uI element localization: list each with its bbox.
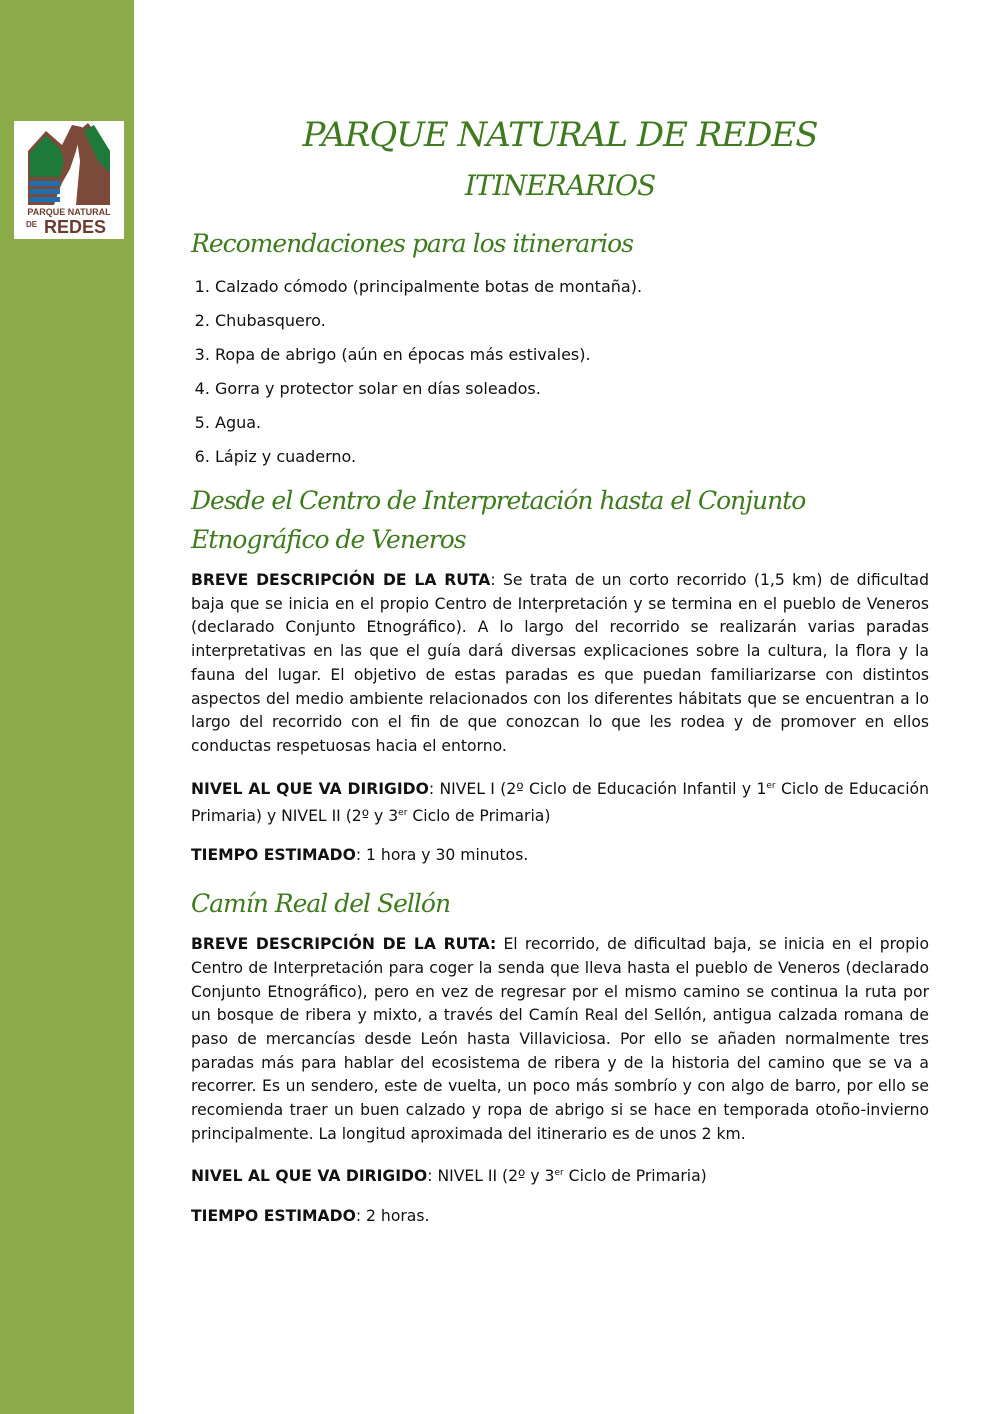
route1-description (191, 569, 929, 759)
route1-level (191, 775, 929, 829)
text: Ciclo de Educación Primaria) y NIVEL II (2º y 3 (191, 779, 929, 825)
label: NIVEL AL QUE VA DIRIGIDO (191, 1167, 428, 1186)
text: El recorrido, de dificultad baja, se inicia en el propio Centro de Interpretación para coger la senda que lleva hasta el pueblo de Veneros (declarado Conjunto Etnográfico), pero en vez de regresar por el mismo camino se continua la ruta por un bosque de ribera y mixto, a través del Camín Real del Sellón, antigua calzada romana de paso de mercancías desde León hasta Villaviciosa. Por ello se añaden normalmente tres paradas más para hablar del ecosistema de ribera y de la historia del camino que se va a recorrer. Es un sendero, este de vuelta, un poco más sombrío y con algo de barro, por ello se recomienda traer un buen calzado y ropa de abrigo si se hace en temporada otoño-invierno principalmente. La longitud aproximada del itinerario es de unos 2 km. (191, 935, 929, 1143)
sup: er (554, 1168, 564, 1179)
svg-text:DE: DE (26, 220, 38, 229)
list-item: 1. Calzado cómodo (principalmente botas de montaña). (215, 277, 929, 311)
text: : NIVEL II (2º y 3 (427, 1167, 555, 1186)
route2-description (191, 933, 929, 1146)
text: : Se trata de un corto recorrido (1,5 km) de dificultad baja que se inicia en el propio Centro de Interpretación y se termina en el pueblo de Veneros (declarado Conjunto Etnográfico). A lo largo del recorrido se realizarán varias paradas interpretativas en las que el guía dará diversas explicaciones sobre la cultura, la flora y la fauna del lugar. El objetivo de estas paradas es que puedan familiarizarse con distintos aspectos del medio ambiente relacionados con los diferentes hábitats que se encuentran a lo largo del recorrido con el fin de que conozcan lo que les rodea y de promover en ellos conductas respetuosas hacia el entorno. (191, 571, 929, 755)
svg-text:REDES: REDES (44, 217, 107, 237)
route1-heading: Desde el Centro de Interpretación hasta el Conjunto Etnográfico de Veneros (191, 486, 806, 554)
sup: er (766, 780, 776, 791)
recommendations-heading: Recomendaciones para los itinerarios (191, 229, 634, 258)
park-logo (14, 121, 124, 239)
label: TIEMPO ESTIMADO (191, 846, 356, 865)
list-item: 4. Gorra y protector solar en días soleados. (215, 379, 929, 413)
list-item: 6. Lápiz y cuaderno. (215, 447, 929, 481)
label: BREVE DESCRIPCIÓN DE LA RUTA (191, 571, 491, 589)
document-body (191, 115, 929, 1245)
list-item: 5. Agua. (215, 413, 929, 447)
text: : 2 horas. (355, 1207, 430, 1226)
route2-time (191, 1205, 929, 1229)
label: BREVE DESCRIPCIÓN DE LA RUTA: (191, 935, 497, 954)
route1-time (191, 844, 929, 868)
text: : NIVEL I (2º Ciclo de Educación Infantil y 1 (428, 779, 767, 798)
text: : 1 hora y 30 minutos. (355, 846, 529, 865)
page-title: PARQUE NATURAL DE REDES (302, 115, 818, 155)
route2-level (191, 1162, 929, 1189)
logo-text: PARQUE NATURAL (27, 207, 111, 217)
route2-heading: Camín Real del Sellón (191, 889, 451, 919)
text: Ciclo de Primaria) (407, 806, 551, 825)
label: TIEMPO ESTIMADO (191, 1207, 356, 1226)
list-item: 3. Ropa de abrigo (aún en épocas más estivales). (215, 345, 929, 379)
text: Ciclo de Primaria) (563, 1167, 707, 1186)
page-subtitle: ITINERARIOS (464, 169, 656, 202)
recommendations-list (191, 277, 929, 481)
list-item: 2. Chubasquero. (215, 311, 929, 345)
label: NIVEL AL QUE VA DIRIGIDO (191, 779, 429, 798)
sup: er (398, 807, 408, 818)
